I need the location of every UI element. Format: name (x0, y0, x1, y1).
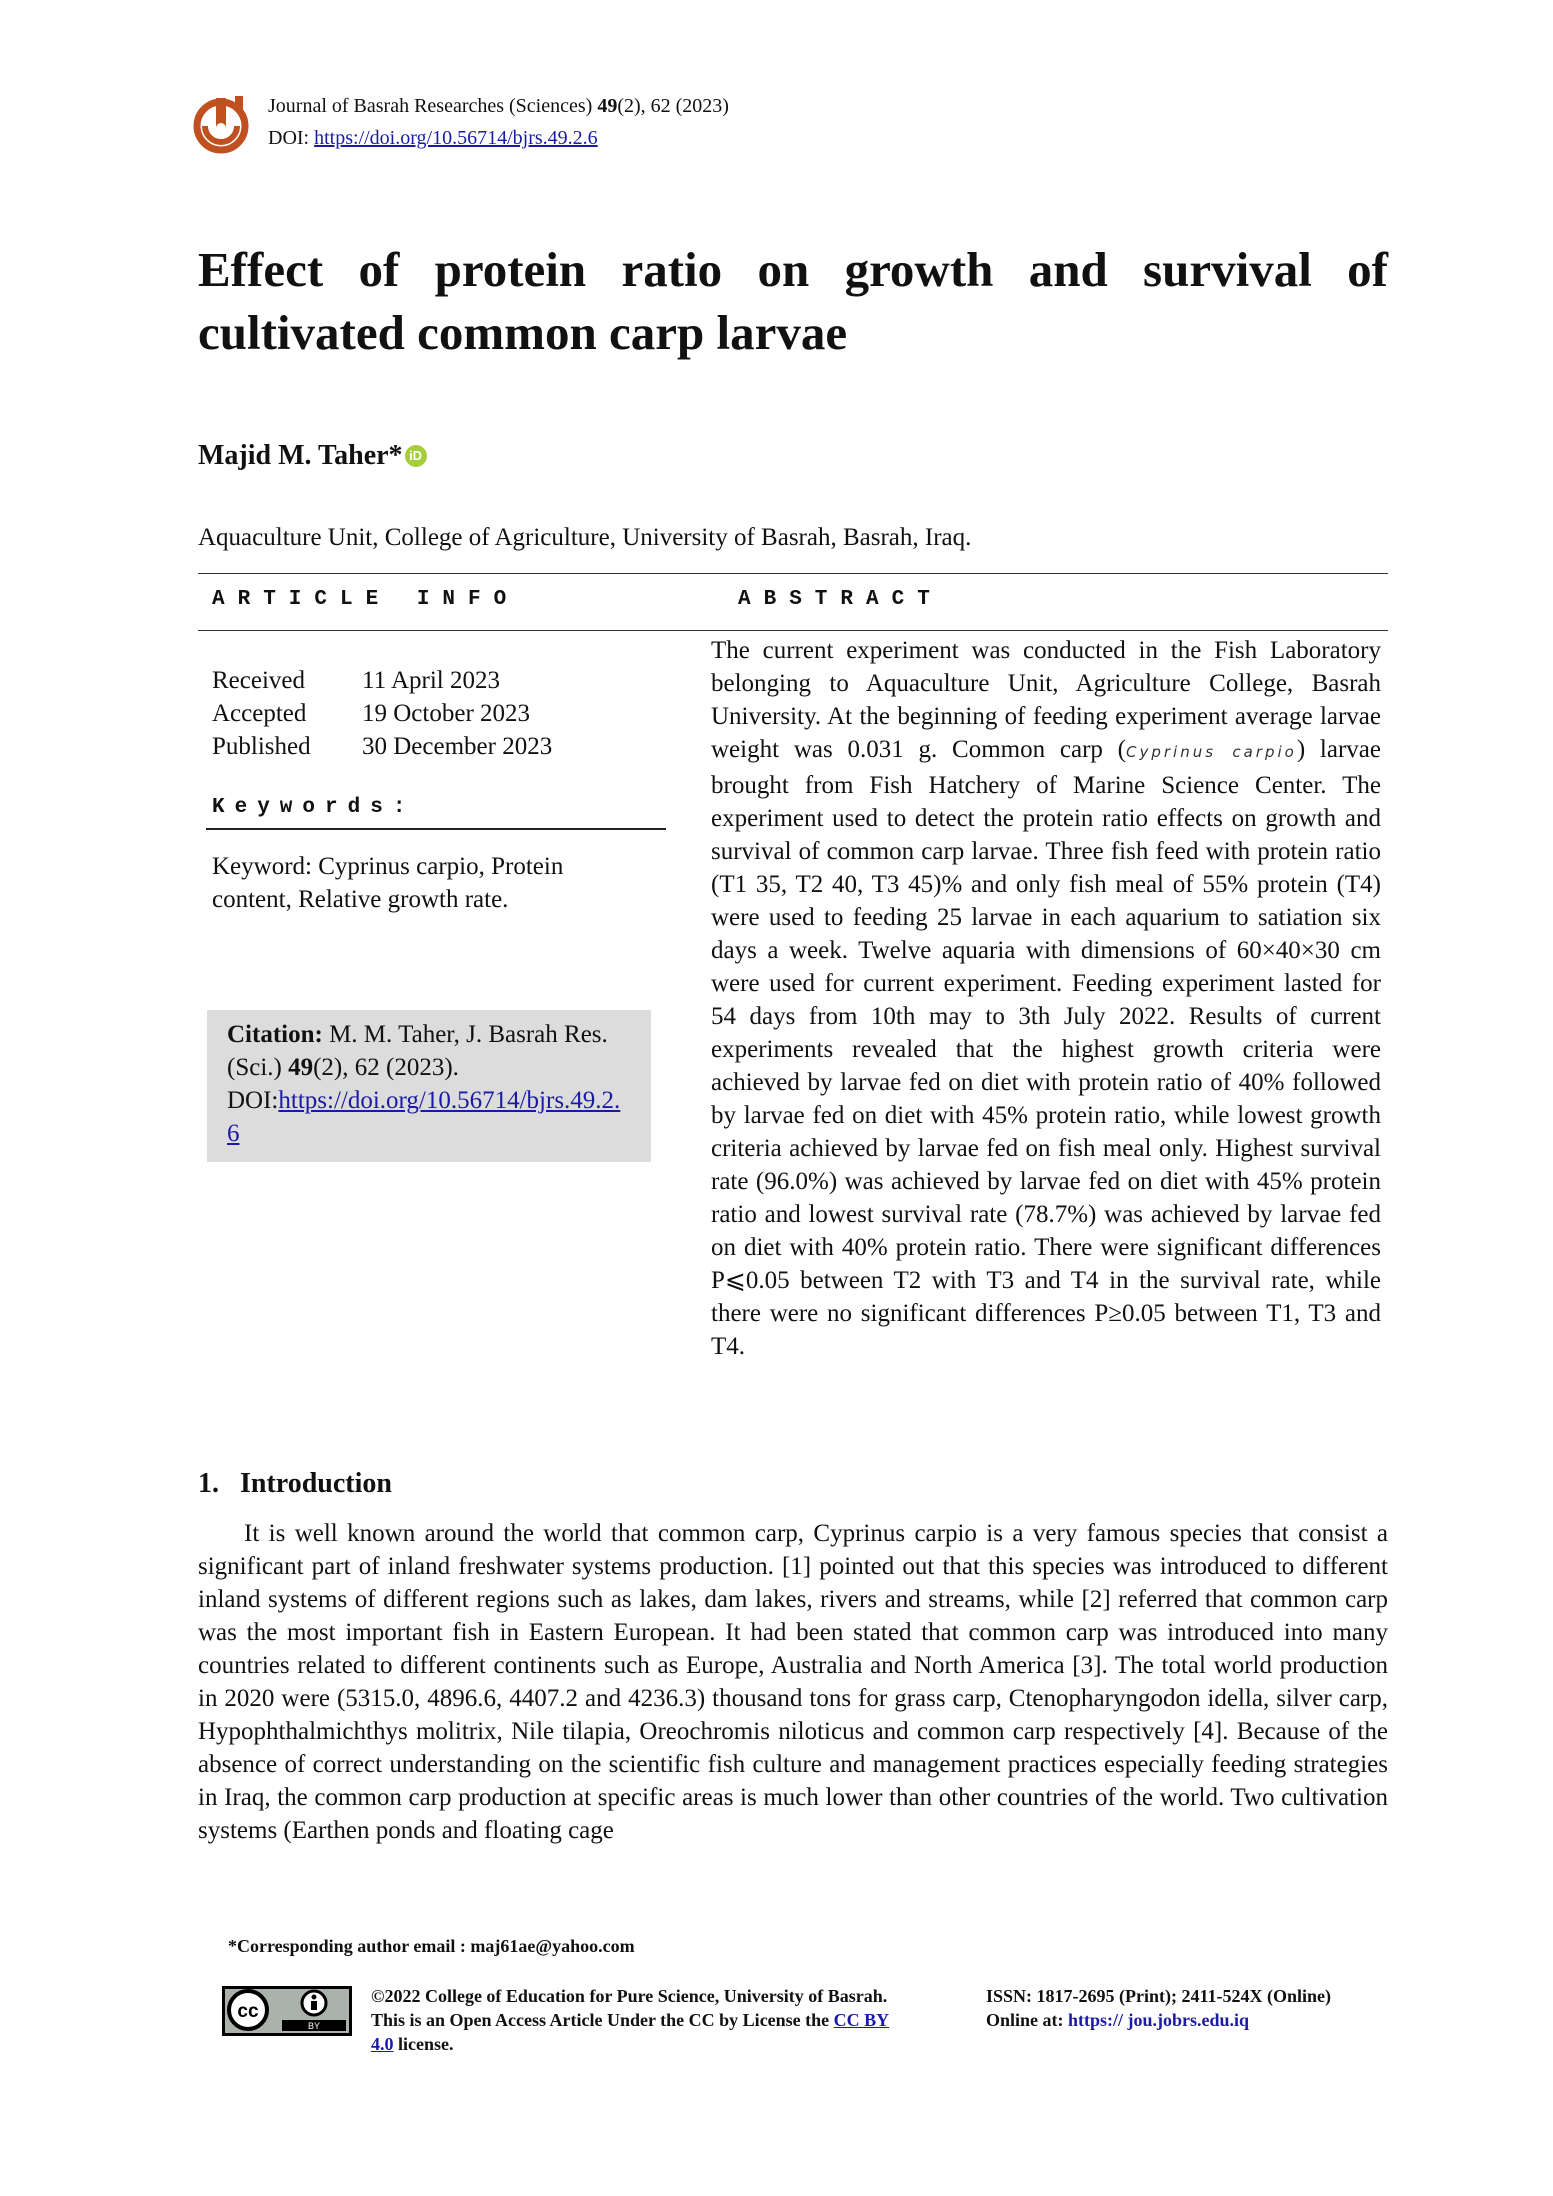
issn-block (986, 1984, 1406, 2032)
abstract-text-1: The current experiment was conducted in the Fish Laboratory belonging to Aquaculture Unit, Agriculture College, Basrah University. At the beginning of feeding experiment average larvae weight was 0.031 g. Common carp ( (711, 637, 1381, 763)
abstract-heading: ABSTRACT (738, 588, 943, 611)
license-link[interactable]: CC BY 4.0 (371, 2010, 890, 2054)
date-row (212, 697, 552, 730)
doi-link[interactable]: https://doi.org/10.56714/bjrs.49.2.6 (314, 127, 598, 149)
date-value: 30 December 2023 (362, 733, 553, 760)
journal-citation-line (268, 92, 729, 120)
copyright-text: ©2022 College of Education for Pure Science, University of Basrah. This is an Open Access Article Under the CC by License the (371, 1986, 888, 2030)
date-row (212, 730, 552, 763)
abstract-body (711, 634, 1381, 1363)
citation-box (207, 1010, 651, 1162)
article-title: Effect of protein ratio on growth and survival of cultivated common carp larvae (198, 242, 1388, 360)
affiliation: Aquaculture Unit, College of Agriculture, University of Basrah, Basrah, Iraq. (198, 524, 972, 551)
cc-by-license-icon[interactable] (222, 1986, 352, 2036)
citation-text: M. M. Taher, J. Basrah Res. (Sci.) (227, 1021, 608, 1081)
author-line (198, 440, 427, 472)
article-dates (212, 664, 552, 763)
keywords-divider (206, 828, 666, 830)
author-name: Majid M. Taher* (198, 440, 403, 471)
date-label: Received (212, 667, 306, 694)
date-label: Published (212, 733, 311, 760)
date-row (212, 664, 552, 697)
citation-doi-label: DOI: (227, 1087, 279, 1114)
citation-doi-link[interactable]: https://doi.org/10.56714/bjrs.49.2.6 (227, 1087, 621, 1147)
journal-issue-page: (2), 62 (2023) (617, 95, 729, 117)
introduction-text: It is well known around the world that common carp, Cyprinus carpio is a very famous species that consist a significant part of inland freshwater systems production. [1] pointed out that this species was introduced to different inland systems of different regions such as lakes, dam lakes, rivers and streams, while [2] referred that common carp was the most important fish in Eastern European. It had been stated that common carp was introduced into many countries related to different continents such as Europe, Australia and North America [3]. The total world production in 2020 were (5315.0, 4896.6, 4407.2 and 4236.3) thousand tons for grass carp, Ctenopharyngodon idella, silver carp, Hypophthalmichthys molitrix, Nile tilapia, Oreochromis niloticus and common carp respectively [4]. Because of the absence of correct understanding on the scientific fish culture and management practices especially feeding strategies in Iraq, the common carp production at specific areas is much lower than other countries of the world. Two cultivation systems (Earthen ponds and floating cage (198, 1520, 1388, 1844)
date-label: Accepted (212, 700, 307, 727)
citation-volume: 49 (288, 1054, 314, 1081)
divider-bottom (198, 630, 1388, 631)
doi-line (268, 124, 598, 152)
online-link[interactable]: https:// jou.jobrs.edu.iq (1068, 2010, 1250, 2030)
orcid-icon[interactable]: iD (405, 445, 427, 467)
online-label: Online at: (986, 2010, 1069, 2030)
doi-label: DOI: (268, 127, 315, 149)
abstract-text-2: ) larvae brought from Fish Hatchery of Marine Science Center. The experiment used to detect the protein ratio effects on growth and survival of common carp larvae. Three fish feed with protein ratio (T1 35, T2 40, T3 45)% and only fish meal of 55% protein (T4) were used to feeding 25 larvae in each aquarium to satiation six days a week. Twelve aquaria with dimensions of 60×40×30 cm were used for current experiment. Feeding experiment lasted for 54 days from 10th may to 3th July 2022. Results of current experiments revealed that the highest growth criteria were achieved by larvae fed on diet with protein ratio of 40% followed by larvae fed on diet with 45% protein ratio, while lowest growth criteria achieved by larvae fed on fish meal only. Highest survival rate (96.0%) was achieved by larvae fed on diet with 45% protein ratio and lowest survival rate (78.7%) was achieved by larvae fed on diet with 40% protein ratio. There were significant differences P⩽0.05 between T2 with T3 and T4 in the survival rate, while there were no significant differences P≥0.05 between T1, T3 and T4. (711, 736, 1381, 1360)
copyright-text-end: license. (393, 2034, 454, 2054)
keywords-heading: Keywords: (212, 796, 416, 819)
keywords-text: Keyword: Cyprinus carpio, Protein content, Relative growth rate. (212, 853, 564, 913)
corresponding-author: *Corresponding author email : maj61ae@yahoo.com (228, 1936, 635, 1956)
online-line (986, 2008, 1406, 2032)
journal-logo-icon (191, 92, 253, 154)
introduction-heading: 1. Introduction (198, 1468, 392, 1499)
citation-label: Citation: (227, 1021, 323, 1048)
species-name: Cyprinus carpio (1126, 743, 1297, 761)
article-info-heading: ARTICLE INFO (212, 588, 520, 611)
cc-badge-text: cc (237, 2001, 259, 2022)
copyright-notice (371, 1984, 911, 2056)
issn-text: ISSN: 1817-2695 (Print); 2411-524X (Online) (986, 1986, 1331, 2006)
citation-text-after: (2), 62 (2023). (313, 1054, 459, 1081)
divider-top (198, 573, 1388, 574)
date-value: 11 April 2023 (362, 667, 500, 694)
journal-volume: 49 (597, 95, 618, 117)
journal-name: Journal of Basrah Researches (Sciences) (268, 95, 598, 117)
by-badge-text: BY (307, 2021, 321, 2031)
date-value: 19 October 2023 (362, 700, 531, 727)
